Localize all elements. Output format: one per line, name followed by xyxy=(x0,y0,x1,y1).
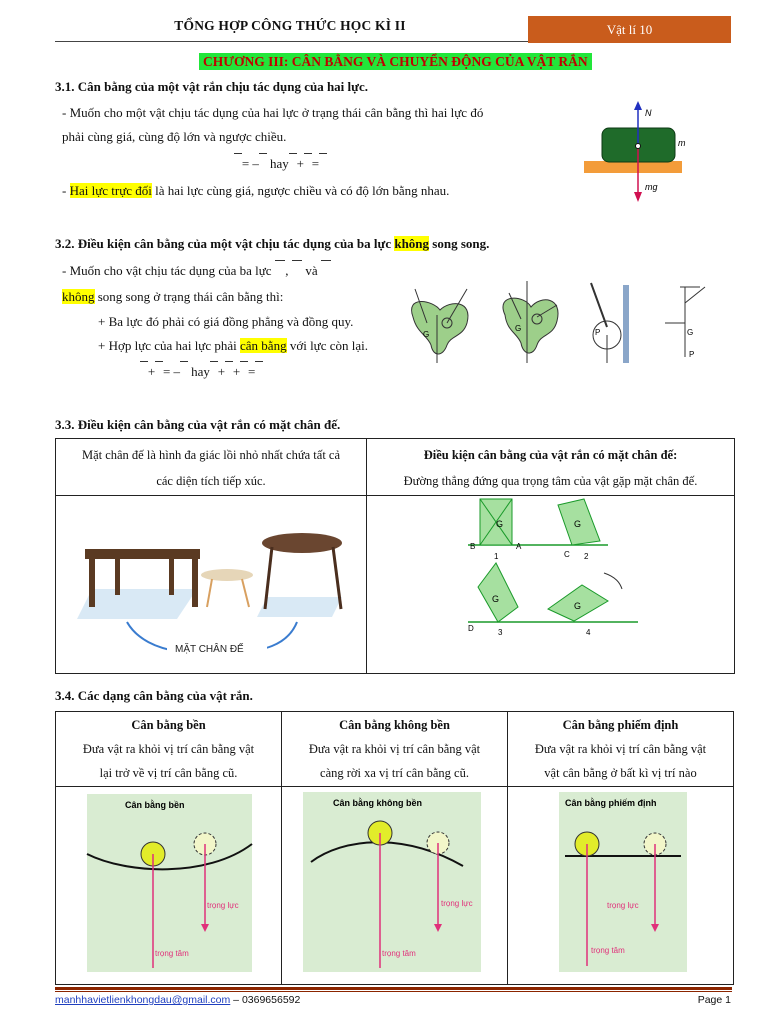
s31-line3: - Hai lực trực đối là hai lực cùng giá, ngược chiều và có độ lớn bằng nhau. xyxy=(62,183,450,198)
svg-text:trọng lực: trọng lực xyxy=(207,901,239,910)
footer-contact: manhhavietlienkhongdau@gmail.com – 0369656592 xyxy=(55,994,301,1006)
svg-text:G: G xyxy=(515,324,522,333)
svg-text:A: A xyxy=(516,542,522,551)
svg-text:Cân bằng phiếm định: Cân bằng phiếm định xyxy=(565,798,657,808)
header-title: TỔNG HỢP CÔNG THỨC HỌC KÌ II xyxy=(174,18,406,33)
svg-text:G: G xyxy=(496,519,504,529)
neutral-figure xyxy=(509,788,732,978)
s31-line2: phải cùng giá, cùng độ lớn và ngược chiều. xyxy=(62,129,287,144)
neutral-line1: Đưa vật ra khỏi vị trí cân bằng vật xyxy=(534,742,707,756)
s32-bullet2: + Hợp lực của hai lực phải cân bằng với lực còn lại. xyxy=(98,338,369,353)
svg-text:mg: mg xyxy=(645,182,658,192)
page-number: Page 1 xyxy=(697,994,731,1006)
section-3-2-title: 3.2. Điều kiện cân bằng của một vật chịu tác dụng của ba lực không song song. xyxy=(55,236,490,251)
section-3-4-title: 3.4. Các dạng cân bằng của vật rắn. xyxy=(55,688,253,703)
block-3 xyxy=(478,563,518,622)
svg-text:trọng lực: trọng lực xyxy=(607,901,639,910)
s33-right-title: Điều kiện cân bằng của vật rắn có mặt chân đế: xyxy=(423,448,678,462)
svg-text:1: 1 xyxy=(494,552,499,561)
svg-text:C: C xyxy=(564,550,570,559)
ground-surface xyxy=(584,161,682,173)
s33-right-line: Đường thẳng đứng qua trọng tâm của vật gặp mặt chân đế. xyxy=(403,474,698,488)
footer-divider-thin xyxy=(55,991,732,992)
subject-badge: Vật lí 10 xyxy=(528,16,731,43)
section-3-3-title: 3.3. Điều kiện cân bằng của vật rắn có mặt chân đế. xyxy=(55,417,341,432)
svg-text:P: P xyxy=(689,350,695,359)
s32-line2: không song song ở trạng thái cân bằng thì: xyxy=(62,289,284,304)
svg-text:G: G xyxy=(492,594,500,604)
svg-text:4: 4 xyxy=(586,628,591,637)
svg-text:G: G xyxy=(574,519,582,529)
s31-line1: - Muốn cho một vật chịu tác dụng của hai lực ở trạng thái cân bằng thì hai lực đó xyxy=(62,105,484,120)
mat-chan-de-label: MẶT CHÂN ĐẾ xyxy=(175,644,244,655)
unstable-line2: càng rời xa vị trí cân bằng cũ. xyxy=(320,766,469,780)
equilibrium-types-table xyxy=(55,711,734,985)
phone-number: 0369656592 xyxy=(241,994,301,1006)
two-force-figure xyxy=(570,98,690,208)
three-force-figures xyxy=(395,275,725,375)
stable-head: Cân bằng bền xyxy=(131,718,206,732)
unstable-line1: Đưa vật ra khỏi vị trí cân bằng vật xyxy=(308,742,481,756)
vector-f1 xyxy=(234,155,242,173)
stable-figure xyxy=(57,788,280,978)
neutral-head: Cân bằng phiếm định xyxy=(562,718,679,732)
unstable-head: Cân bằng không bền xyxy=(339,718,450,732)
header-divider xyxy=(55,41,530,42)
svg-text:P: P xyxy=(595,328,601,337)
svg-text:m: m xyxy=(678,138,686,148)
chapter-title: CHƯƠNG III: CÂN BẰNG VÀ CHUYỂN ĐỘNG CỦA VẬT RẮN xyxy=(199,53,592,70)
body-fig1 xyxy=(412,301,468,354)
s32-bullet1: + Ba lực đó phải có giá đồng phẳng và đồng quy. xyxy=(98,314,354,329)
s33-left-line1: Mặt chân đế là hình đa giác lồi nhỏ nhất chứa tất cả xyxy=(81,448,341,462)
tables-image xyxy=(57,497,365,667)
svg-text:G: G xyxy=(423,330,430,339)
s31-formula: = – hay + = xyxy=(234,155,327,173)
neutral-line2: vật cân bằng ở bất kì vị trí nào xyxy=(544,766,697,780)
s32-formula: + = – hay + + = xyxy=(140,363,263,381)
svg-text:G: G xyxy=(687,328,694,337)
stable-line2: lại trở về vị trí cân bằng cũ. xyxy=(99,766,238,780)
unstable-figure xyxy=(283,788,506,978)
svg-text:2: 2 xyxy=(584,552,589,561)
svg-text:trọng tâm: trọng tâm xyxy=(155,949,189,958)
footer-divider-thick xyxy=(55,987,732,990)
s33-left-line2: các diện tích tiếp xúc. xyxy=(156,474,266,488)
stable-line1: Đưa vật ra khỏi vị trí cân bằng vật xyxy=(82,742,255,756)
svg-text:3: 3 xyxy=(498,628,503,637)
highlight-truc-doi: Hai lực trực đối xyxy=(69,183,152,198)
svg-text:D: D xyxy=(468,624,474,633)
wall xyxy=(623,285,629,363)
svg-text:trọng tâm: trọng tâm xyxy=(591,946,625,955)
svg-text:Cân bằng không bền: Cân bằng không bền xyxy=(333,798,422,808)
svg-text:trọng lực: trọng lực xyxy=(441,899,473,908)
section-3-1-title: 3.1. Cân bằng của một vật rắn chịu tác dụng của hai lực. xyxy=(55,79,368,94)
s32-line1: - Muốn cho vật chịu tác dụng của ba lực , và xyxy=(62,262,331,280)
body-fig2 xyxy=(503,298,558,353)
svg-text:N: N xyxy=(645,108,652,118)
svg-text:G: G xyxy=(574,601,582,611)
svg-text:Cân bằng bền: Cân bằng bền xyxy=(125,800,185,810)
tipping-blocks-image xyxy=(368,497,733,667)
email-link[interactable]: manhhavietlienkhongdau@gmail.com xyxy=(55,994,231,1006)
svg-text:B: B xyxy=(470,542,476,551)
svg-text:trọng tâm: trọng tâm xyxy=(382,949,416,958)
base-support-table xyxy=(55,438,735,674)
